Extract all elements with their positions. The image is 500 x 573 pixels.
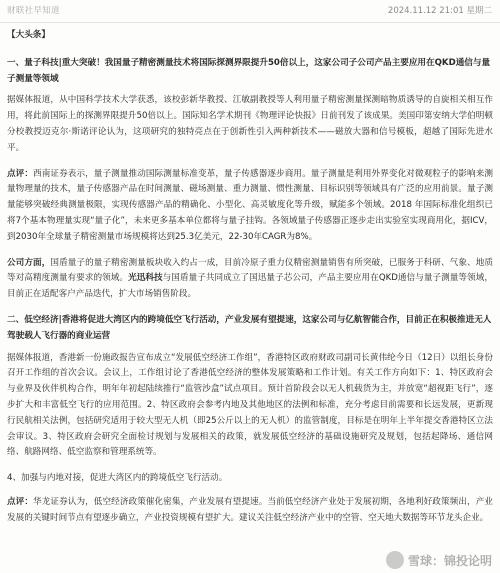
article1-company (7, 256, 493, 303)
list-item: 1、特区政府会与业界及伙伴机构合作，明年年初起陆续推行“监管沙盒”试点项目。预计首阶段会以无人机载货为主，并放宽“超视距飞行”，逐步扩大和丰富低空飞行的应用范围。 (7, 368, 493, 410)
top-bar (0, 0, 500, 23)
article1-comment (7, 167, 493, 246)
article2-comment-text: 华龙证券认为，低空经济政策催化密集，产业发展有望提速。当前低空经济产业处于发展初期，各地利好政策频出，产业发展的关键时间节点有望逐步确立，产业投资规模有望扩大。建议关注低空经济产业中的空管、空天地大数据等环节龙头企业。 (7, 496, 493, 523)
article1-company-text: 国盾量子的量子精密测量板块收入约占一成，目前冷原子重力仪精密测量销售有所突破，已服务于科研、气象、地质等对高精度测量有要求的领域。 (7, 257, 493, 284)
company-label: 公司方面， (7, 257, 51, 268)
comment-label: 点评： (7, 496, 34, 507)
article2-title: 二、低空经济|香港将促进大湾区内的跨境低空飞行活动，产业发展有望提速，这家公司与亿航智能合作，目前正在积极推进无人驾驶载人飞行器的商业运营 (7, 314, 492, 341)
article-content (7, 28, 493, 537)
date-label: 2024.11.12 21:01 星期二 (387, 6, 492, 16)
list-item: 4、加强与内地对接，促进大湾区内的跨境低空飞行活动。 (7, 473, 228, 484)
watermark-text: 雪球：锦投论明 (407, 553, 492, 568)
article2-comment (7, 495, 493, 527)
article2-body (7, 351, 493, 462)
snowball-logo-icon (386, 551, 404, 569)
list-item: 2、特区政府会参考内地及其他地区的法例和标准，充分考虑目前需要和长远发展，更新现行民航相关法例，包括研究适用于较大型无人机（即25公斤以上的无人机）的监管制度，目标是在明年上半年提交香港特区立法会审议。 (7, 399, 493, 442)
brand-label: 财联社早知道 (7, 6, 60, 16)
article1-body: 据媒体报道，从中国科学技术大学获悉，该校彭新华教授、江敏副教授等人利用量子精密测量探测暗物质诱导的自旋相关相互作用，将此前国际上的探测界限提升50倍以上。国际知名学术期刊《物理评论快报》日前刊发了该成果。美国印第安纳大学伯明顿分校教授迈克尔·斯诺评论认为，这项研究的独特亮点在于创新性引入两种新技术——磁放大器和信号模板，超越了国际先进水平。 (7, 95, 493, 153)
list-item: 3、特区政府会研究全面检讨规划与发展相关的政策，就发展低空经济的基础设施研究及规划，包括起降场、通信网络、航路网络、低空监察和管理系统等。 (7, 431, 493, 458)
section-tag: 【大头条】 (7, 30, 50, 40)
article1-title: 一、量子科技|重大突破！我国量子精密测量技术将国际探测界限提升50倍以上，这家公司子公司产品主要应用在QKD通信与量子测量等领域 (7, 57, 491, 84)
watermark (386, 551, 492, 569)
article2-body-text: 据媒体报道，香港新一份施政报告宣布成立“发展低空经济工作组”，香港特区政府财政司副司长黄伟纶今日（12日）以组长身份召开工作组的首次会议。会议上，工作组讨论了香港低空经济的整体发展策略和工作计划。有关工作方向如下： (7, 352, 493, 379)
article1-comment-text: 西南证券表示，量子测量推动国际测量标准变革，量子传感器逐步商用。量子测量是利用外界变化对微观粒子的影响来测量物理量的技术，量子传感器产品在时间测量、磁场测量、重力测量、惯性测量、目标识别等领域具有广泛的应用前景。量子测量能够突破经典测量极限，实现传感器产品的精确化、小型化、高灵敏度化等升级，赋能多个领域。2018 年国际标准化组织已将7个基本物理量实现“量子化”，未来更多基本单位都将与量子挂钩。各领域量子传感器正逐步走出实验室实现商用化，据ICV，到2030年全球量子精密测量市场规模将达到25.3亿美元，22-30年CAGR为8%。 (7, 168, 493, 242)
comment-label: 点评： (7, 168, 34, 179)
article1-company2-text: 与国盾量子共同成立了国迅量子芯公司，产品主要应用在QKD通信与量子测量等领域，目前正在适配客户产品迭代，扩大市场销售阶段。 (7, 273, 493, 300)
company2-name: 光迅科技 (128, 273, 163, 284)
